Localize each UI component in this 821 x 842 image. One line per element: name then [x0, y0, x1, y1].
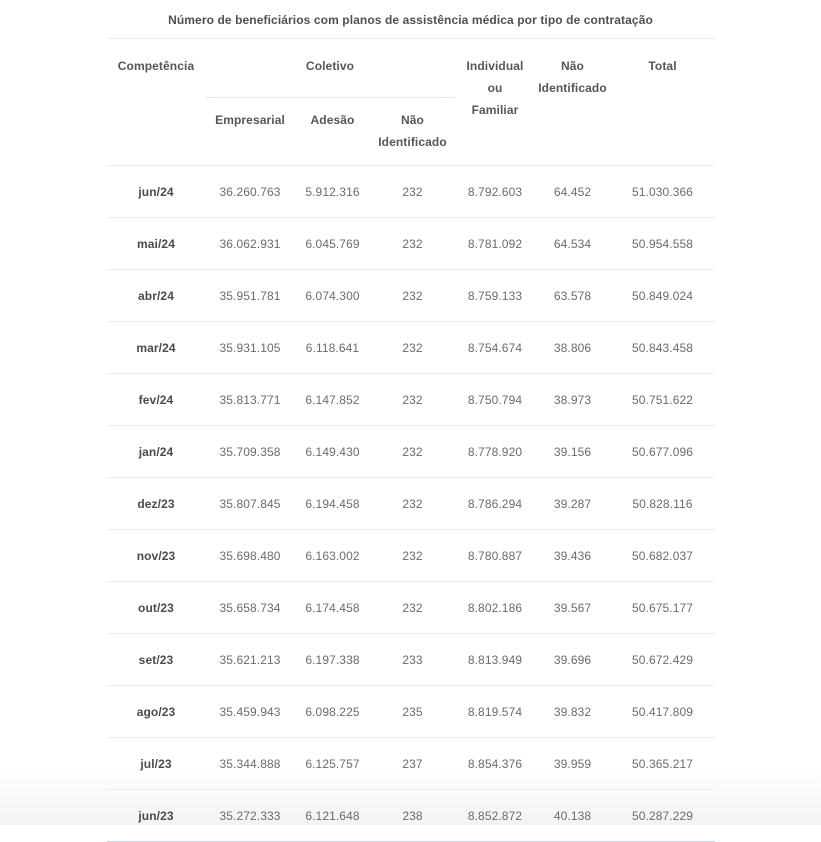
- table-row: [107, 478, 715, 530]
- cell-total: 50.751.622: [610, 374, 715, 426]
- cell-total: 50.287.229: [610, 790, 715, 842]
- cell-total: 50.365.217: [610, 738, 715, 790]
- cell-nao-identificado-coletivo: 232: [370, 270, 455, 322]
- cell-empresarial: 35.459.943: [205, 686, 295, 738]
- row-period: jan/24: [107, 426, 205, 478]
- cell-nao-identificado: 38.973: [535, 374, 610, 426]
- cell-individual-familiar: 8.854.376: [455, 738, 535, 790]
- table-title: Número de beneficiários com planos de assistência médica por tipo de contratação: [168, 13, 653, 27]
- table-row: [107, 582, 715, 634]
- table-row: [107, 322, 715, 374]
- row-period: nov/23: [107, 530, 205, 582]
- cell-individual-familiar: 8.802.186: [455, 582, 535, 634]
- cell-total: 50.954.558: [610, 218, 715, 270]
- col-header-empresarial-label: Empresarial: [215, 113, 285, 127]
- cell-adesao: 6.074.300: [295, 270, 370, 322]
- cell-individual-familiar: 8.780.887: [455, 530, 535, 582]
- table-row: [107, 166, 715, 218]
- cell-total: 50.417.809: [610, 686, 715, 738]
- col-header-competencia-label: Competência: [117, 59, 195, 73]
- col-header-adesao-label: Adesão: [310, 113, 355, 127]
- cell-nao-identificado-coletivo: 232: [370, 582, 455, 634]
- cell-individual-familiar: 8.754.674: [455, 322, 535, 374]
- cell-total: 51.030.366: [610, 166, 715, 218]
- cell-nao-identificado-coletivo: 235: [370, 686, 455, 738]
- cell-total: 50.828.116: [610, 478, 715, 530]
- cell-empresarial: 35.813.771: [205, 374, 295, 426]
- cell-total: 50.849.024: [610, 270, 715, 322]
- cell-adesao: 6.121.648: [295, 790, 370, 842]
- cell-empresarial: 35.698.480: [205, 530, 295, 582]
- cell-individual-familiar: 8.759.133: [455, 270, 535, 322]
- cell-adesao: 6.163.002: [295, 530, 370, 582]
- cell-individual-familiar: 8.792.603: [455, 166, 535, 218]
- col-group-coletivo-label: Coletivo: [305, 59, 355, 73]
- cell-nao-identificado-coletivo: 237: [370, 738, 455, 790]
- row-period: mar/24: [107, 322, 205, 374]
- cell-empresarial: 35.709.358: [205, 426, 295, 478]
- cell-total: 50.677.096: [610, 426, 715, 478]
- cell-empresarial: 35.272.333: [205, 790, 295, 842]
- cell-adesao: 6.045.769: [295, 218, 370, 270]
- row-period: abr/24: [107, 270, 205, 322]
- col-header-total-label: Total: [648, 59, 677, 73]
- cell-nao-identificado: 38.806: [535, 322, 610, 374]
- row-period: jun/24: [107, 166, 205, 218]
- table-row: [107, 270, 715, 322]
- col-header-nao-identificado-coletivo-label: Não Identificado: [378, 113, 447, 149]
- cell-nao-identificado: 39.287: [535, 478, 610, 530]
- cell-total: 50.843.458: [610, 322, 715, 374]
- table-row: [107, 790, 715, 842]
- cell-nao-identificado-coletivo: 232: [370, 426, 455, 478]
- cell-empresarial: 36.062.931: [205, 218, 295, 270]
- cell-individual-familiar: 8.819.574: [455, 686, 535, 738]
- cell-nao-identificado-coletivo: 238: [370, 790, 455, 842]
- cell-nao-identificado: 39.436: [535, 530, 610, 582]
- cell-adesao: 6.098.225: [295, 686, 370, 738]
- cell-adesao: 6.174.458: [295, 582, 370, 634]
- col-header-nao-identificado-coletivo: [370, 98, 455, 166]
- cell-total: 50.682.037: [610, 530, 715, 582]
- row-period: dez/23: [107, 478, 205, 530]
- beneficiaries-table: [107, 38, 715, 842]
- cell-nao-identificado-coletivo: 233: [370, 634, 455, 686]
- col-header-individual-familiar: [455, 39, 535, 166]
- cell-individual-familiar: 8.750.794: [455, 374, 535, 426]
- row-period: ago/23: [107, 686, 205, 738]
- cell-adesao: 6.197.338: [295, 634, 370, 686]
- table-row: [107, 686, 715, 738]
- table-row: [107, 738, 715, 790]
- cell-adesao: 6.149.430: [295, 426, 370, 478]
- col-header-competencia: [107, 39, 205, 166]
- cell-total: 50.672.429: [610, 634, 715, 686]
- col-header-total: [610, 39, 715, 166]
- row-period: jul/23: [107, 738, 205, 790]
- cell-adesao: 6.125.757: [295, 738, 370, 790]
- cell-nao-identificado: 39.696: [535, 634, 610, 686]
- cell-individual-familiar: 8.852.872: [455, 790, 535, 842]
- table-row: [107, 426, 715, 478]
- table-header: [107, 39, 715, 166]
- table-row: [107, 218, 715, 270]
- cell-nao-identificado-coletivo: 232: [370, 322, 455, 374]
- cell-empresarial: 35.807.845: [205, 478, 295, 530]
- cell-nao-identificado: 39.567: [535, 582, 610, 634]
- col-group-coletivo: [205, 39, 455, 98]
- cell-nao-identificado: 63.578: [535, 270, 610, 322]
- col-header-nao-identificado: [535, 39, 610, 166]
- cell-nao-identificado-coletivo: 232: [370, 218, 455, 270]
- col-header-nao-identificado-label: Não Identificado: [538, 59, 607, 95]
- cell-nao-identificado: 39.832: [535, 686, 610, 738]
- cell-empresarial: 35.658.734: [205, 582, 295, 634]
- cell-nao-identificado: 40.138: [535, 790, 610, 842]
- cell-adesao: 6.147.852: [295, 374, 370, 426]
- cell-individual-familiar: 8.786.294: [455, 478, 535, 530]
- cell-individual-familiar: 8.813.949: [455, 634, 535, 686]
- cell-individual-familiar: 8.778.920: [455, 426, 535, 478]
- cell-nao-identificado: 39.959: [535, 738, 610, 790]
- cell-adesao: 5.912.316: [295, 166, 370, 218]
- cell-empresarial: 36.260.763: [205, 166, 295, 218]
- cell-nao-identificado: 64.452: [535, 166, 610, 218]
- cell-adesao: 6.118.641: [295, 322, 370, 374]
- table-body: [107, 166, 715, 842]
- cell-nao-identificado-coletivo: 232: [370, 166, 455, 218]
- cell-individual-familiar: 8.781.092: [455, 218, 535, 270]
- row-period: jun/23: [107, 790, 205, 842]
- cell-total: 50.675.177: [610, 582, 715, 634]
- row-period: fev/24: [107, 374, 205, 426]
- cell-nao-identificado-coletivo: 232: [370, 478, 455, 530]
- table-row: [107, 530, 715, 582]
- cell-nao-identificado-coletivo: 232: [370, 530, 455, 582]
- row-period: mai/24: [107, 218, 205, 270]
- cell-nao-identificado: 39.156: [535, 426, 610, 478]
- col-header-adesao: [295, 98, 370, 166]
- table-row: [107, 634, 715, 686]
- cell-nao-identificado-coletivo: 232: [370, 374, 455, 426]
- cell-empresarial: 35.931.105: [205, 322, 295, 374]
- row-period: out/23: [107, 582, 205, 634]
- cell-adesao: 6.194.458: [295, 478, 370, 530]
- row-period: set/23: [107, 634, 205, 686]
- col-header-empresarial: [205, 98, 295, 166]
- cell-empresarial: 35.621.213: [205, 634, 295, 686]
- cell-nao-identificado: 64.534: [535, 218, 610, 270]
- cell-empresarial: 35.951.781: [205, 270, 295, 322]
- cell-empresarial: 35.344.888: [205, 738, 295, 790]
- table-row: [107, 374, 715, 426]
- col-header-individual-familiar-label: Individual ou Familiar: [466, 59, 524, 117]
